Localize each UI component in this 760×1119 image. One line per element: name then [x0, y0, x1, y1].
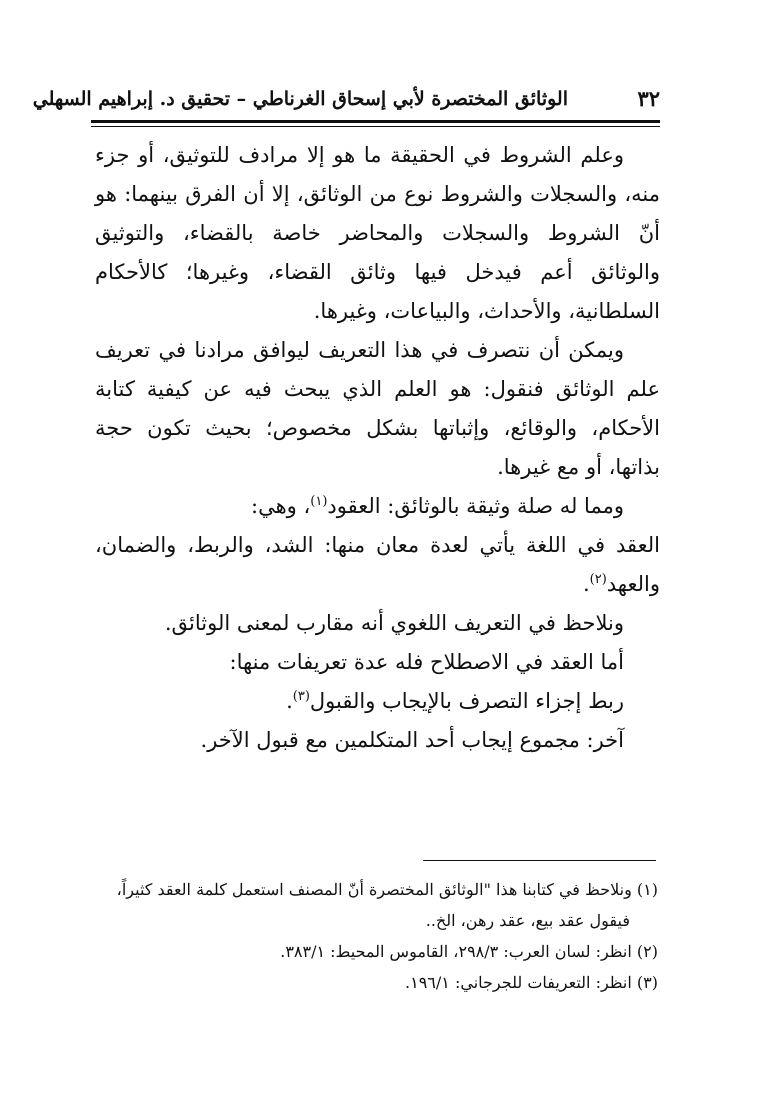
footnote: (٢) انظر: لسان العرب: ٢٩٨/٣، القاموس المحيط: ٣٨٣/١. [280, 942, 658, 961]
paragraph: آخر: مجموع إيجاب أحد المتكلمين مع قبول الآخر. [200, 728, 624, 752]
paragraph: أما العقد في الاصطلاح فله عدة تعريفات منها: [229, 650, 624, 674]
page-header [32, 86, 660, 120]
paragraph-text: ، وهي: [251, 494, 311, 518]
paragraph: ونلاحظ في التعريف اللغوي أنه مقارب لمعنى الوثائق. [164, 611, 624, 635]
page-number: ٣٢ [637, 86, 660, 111]
paragraph-text: . [582, 572, 590, 596]
footnote-ref: (٢) [589, 572, 607, 587]
footnote-separator [423, 860, 656, 861]
paragraph [95, 682, 660, 721]
paragraph-text: ربط إجزاء التصرف بالإيجاب والقبول [309, 689, 624, 713]
paragraph-text: العقد في اللغة يأتي لعدة معان منها: الشد، والربط، والضمان، والعهد [95, 533, 660, 596]
footnote-ref: (١) [310, 494, 328, 509]
footnote-ref: (٣) [292, 689, 310, 704]
main-text [95, 136, 660, 760]
footnotes [95, 874, 658, 998]
footnote-continuation: فيقول عقد بيع، عقد رهن، الخ.. [425, 911, 630, 930]
paragraph: وعلم الشروط في الحقيقة ما هو إلا مرادف للتوثيق، أو جزء منه، والسجلات والشروط نوع من الوثائق، إلا أن الفرق بينهما: هو أنّ الشروط والسجلات والمحاضر خاصة بالقضاء، والتوثيق والوثائق أعم فيدخل فيها وثائق القضاء، وغيرها؛ كالأحكام السلطانية، والأحداث، والبياعات، وغيرها. [95, 143, 660, 323]
header-rule [91, 120, 660, 123]
paragraph [95, 487, 660, 526]
paragraph [95, 526, 660, 604]
footnote: (٣) انظر: التعريفات للجرجاني: ١٩٦/١. [405, 973, 658, 992]
paragraph: ويمكن أن نتصرف في هذا التعريف ليوافق مرادنا في تعريف علم الوثائق فنقول: هو العلم الذي يبحث فيه عن كيفية كتابة الأحكام، والوقائع، وإثباتها بشكل مخصوص؛ بحيث تكون حجة بذاتها، أو مع غيرها. [95, 338, 660, 479]
running-title: الوثائق المختصرة لأبي إسحاق الغرناطي – تحقيق د. إبراهيم السهلي [32, 88, 568, 110]
footnote: (١) ونلاحظ في كتابنا هذا "الوثائق المختصرة أنّ المصنف استعمل كلمة العقد كثيراً، [116, 880, 658, 899]
paragraph-text: ومما له صلة وثيقة بالوثائق: العقود [327, 494, 624, 518]
paragraph-text: . [286, 689, 293, 713]
